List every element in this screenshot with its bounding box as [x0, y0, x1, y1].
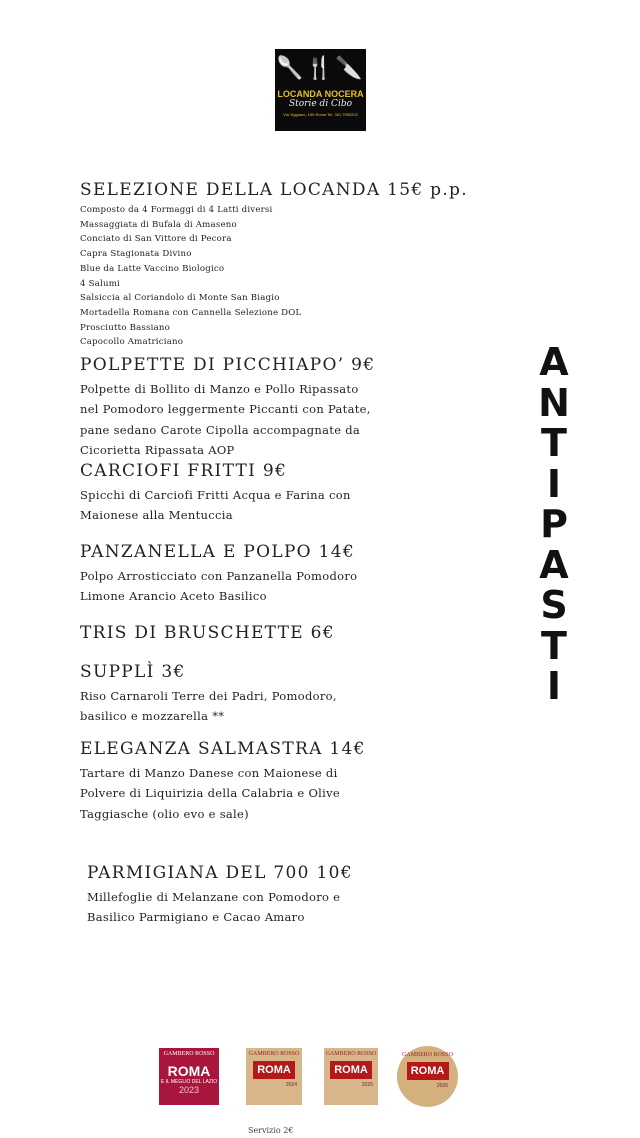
menu-item-description: Polpo Arrosticciato con Panzanella Pomodoro [80, 569, 358, 583]
badge-year: 2025 [361, 1082, 373, 1088]
badge-2025 [324, 1048, 378, 1105]
menu-item-description: Polpette di Bollito di Manzo e Pollo Ripassato [80, 382, 359, 396]
menu-item-description: Blue da Latte Vaccino Biologico [80, 263, 225, 274]
badge-2024 [246, 1048, 302, 1105]
logo-address: Via Viggiano, 155 Roma Tel. 351 7590202 [283, 112, 358, 117]
menu-item-description: pane sedano Carote Cipolla accompagnate da [80, 422, 361, 437]
menu-item [80, 354, 375, 460]
menu-item-description: Basilico Parmigiano e Cacao Amaro [87, 910, 305, 925]
section-title-letter: A [539, 542, 569, 587]
section-title-letter: I [546, 461, 562, 506]
menu-item [80, 541, 357, 607]
badge-publisher: GAMBERO ROSSO [402, 1052, 453, 1058]
menu-item-description: basilico e mozzarella ** [80, 709, 225, 724]
section-title-letter: I [546, 664, 562, 708]
badge-year: 2024 [285, 1082, 297, 1088]
menu-item-description: 4 Salumi [80, 278, 120, 289]
menu-item [80, 179, 468, 350]
menu-item-description: Tartare di Manzo Danese con Maionese di [80, 766, 338, 780]
badge-publisher: GAMBERO ROSSO [163, 1051, 215, 1057]
section-title-letter: T [541, 421, 567, 465]
service-charge: Servizio 2€ [248, 1126, 294, 1135]
menu-item-title: TRIS DI BRUSCHETTE 6€ [80, 623, 335, 643]
badge-name: ROMA [330, 1061, 372, 1079]
menu-item [80, 661, 337, 727]
menu-item-title: ELEGANZA SALMASTRA 14€ [80, 739, 366, 759]
menu-item-description: Spicchi di Carciofi Fritti Acqua e Farina con [80, 488, 351, 502]
badge-name: ROMA [253, 1061, 295, 1079]
badge-sub: E IL MEGLIO DEL LAZIO [160, 1079, 218, 1085]
section-title-letter: S [540, 583, 568, 627]
menu-item [80, 738, 366, 824]
menu-item-description: Prosciutto Bassiano [80, 322, 171, 333]
badge-2023 [159, 1048, 219, 1105]
menu-item-description: nel Pomodoro leggermente Piccanti con Patate, [80, 402, 371, 417]
section-title-letter: P [540, 502, 568, 546]
section-title-letter: T [541, 623, 567, 668]
cutlery-icon: 🥄🍴🔪 [276, 56, 365, 81]
menu-item-description: Conciato di San Vittore di Pecora [80, 234, 232, 245]
badge-year: 2026 [436, 1083, 448, 1089]
badge-year: 2023 [178, 1085, 200, 1095]
badge-2026 [397, 1046, 458, 1107]
menu-item [80, 622, 335, 647]
menu-item-description: Maionese alla Mentuccia [80, 508, 233, 523]
menu-item-description: Massaggiata di Bufala di Amaseno [80, 219, 237, 230]
menu-item [87, 862, 353, 928]
menu-item-description: Capocollo Amatriciano [80, 337, 184, 348]
menu-item-description: Capra Stagionata Divino [80, 249, 192, 260]
badge-name: ROMA [407, 1062, 449, 1080]
menu-item-title: SELEZIONE DELLA LOCANDA 15€ p.p. [80, 180, 468, 200]
menu-item-description: Riso Carnaroli Terre dei Padri, Pomodoro, [80, 689, 337, 703]
logo-name: LOCANDA NOCERA [277, 89, 364, 99]
menu-item-title: PARMIGIANA DEL 700 10€ [87, 863, 353, 883]
menu-item-description: Composto da 4 Formaggi di 4 Latti diversi [80, 205, 273, 215]
menu-item-title: PANZANELLA E POLPO 14€ [80, 542, 355, 562]
menu-item [80, 460, 351, 526]
logo-tagline: Storie di Cibo [288, 99, 352, 109]
menu-item-title: POLPETTE DI PICCHIAPO’ 9€ [80, 355, 376, 375]
restaurant-logo [275, 49, 366, 131]
section-title-antipasti [532, 342, 576, 707]
menu-item-description: Polvere di Liquirizia della Calabria e Olive [80, 786, 341, 801]
badge-publisher: GAMBERO ROSSO [248, 1051, 300, 1057]
menu-item-title: CARCIOFI FRITTI 9€ [80, 461, 288, 481]
menu-item-description: Limone Arancio Aceto Basilico [80, 589, 267, 604]
menu-item-description: Cicorietta Ripassata AOP [80, 442, 235, 457]
badge-publisher: GAMBERO ROSSO [325, 1051, 377, 1057]
menu-item-description: Millefoglie di Melanzane con Pomodoro e [87, 890, 341, 904]
badge-name: ROMA [167, 1063, 211, 1079]
menu-item-description: Taggiasche (olio evo e sale) [80, 806, 249, 821]
menu-item-description: Mortadella Romana con Cannella Selezione DOL [80, 307, 302, 318]
section-title-letter: N [538, 380, 570, 425]
menu-item-title: SUPPLÌ 3€ [80, 662, 186, 682]
menu-item-description: Salsiccia al Coriandolo di Monte San Biagio [80, 293, 280, 304]
section-title-letter: A [539, 340, 569, 384]
